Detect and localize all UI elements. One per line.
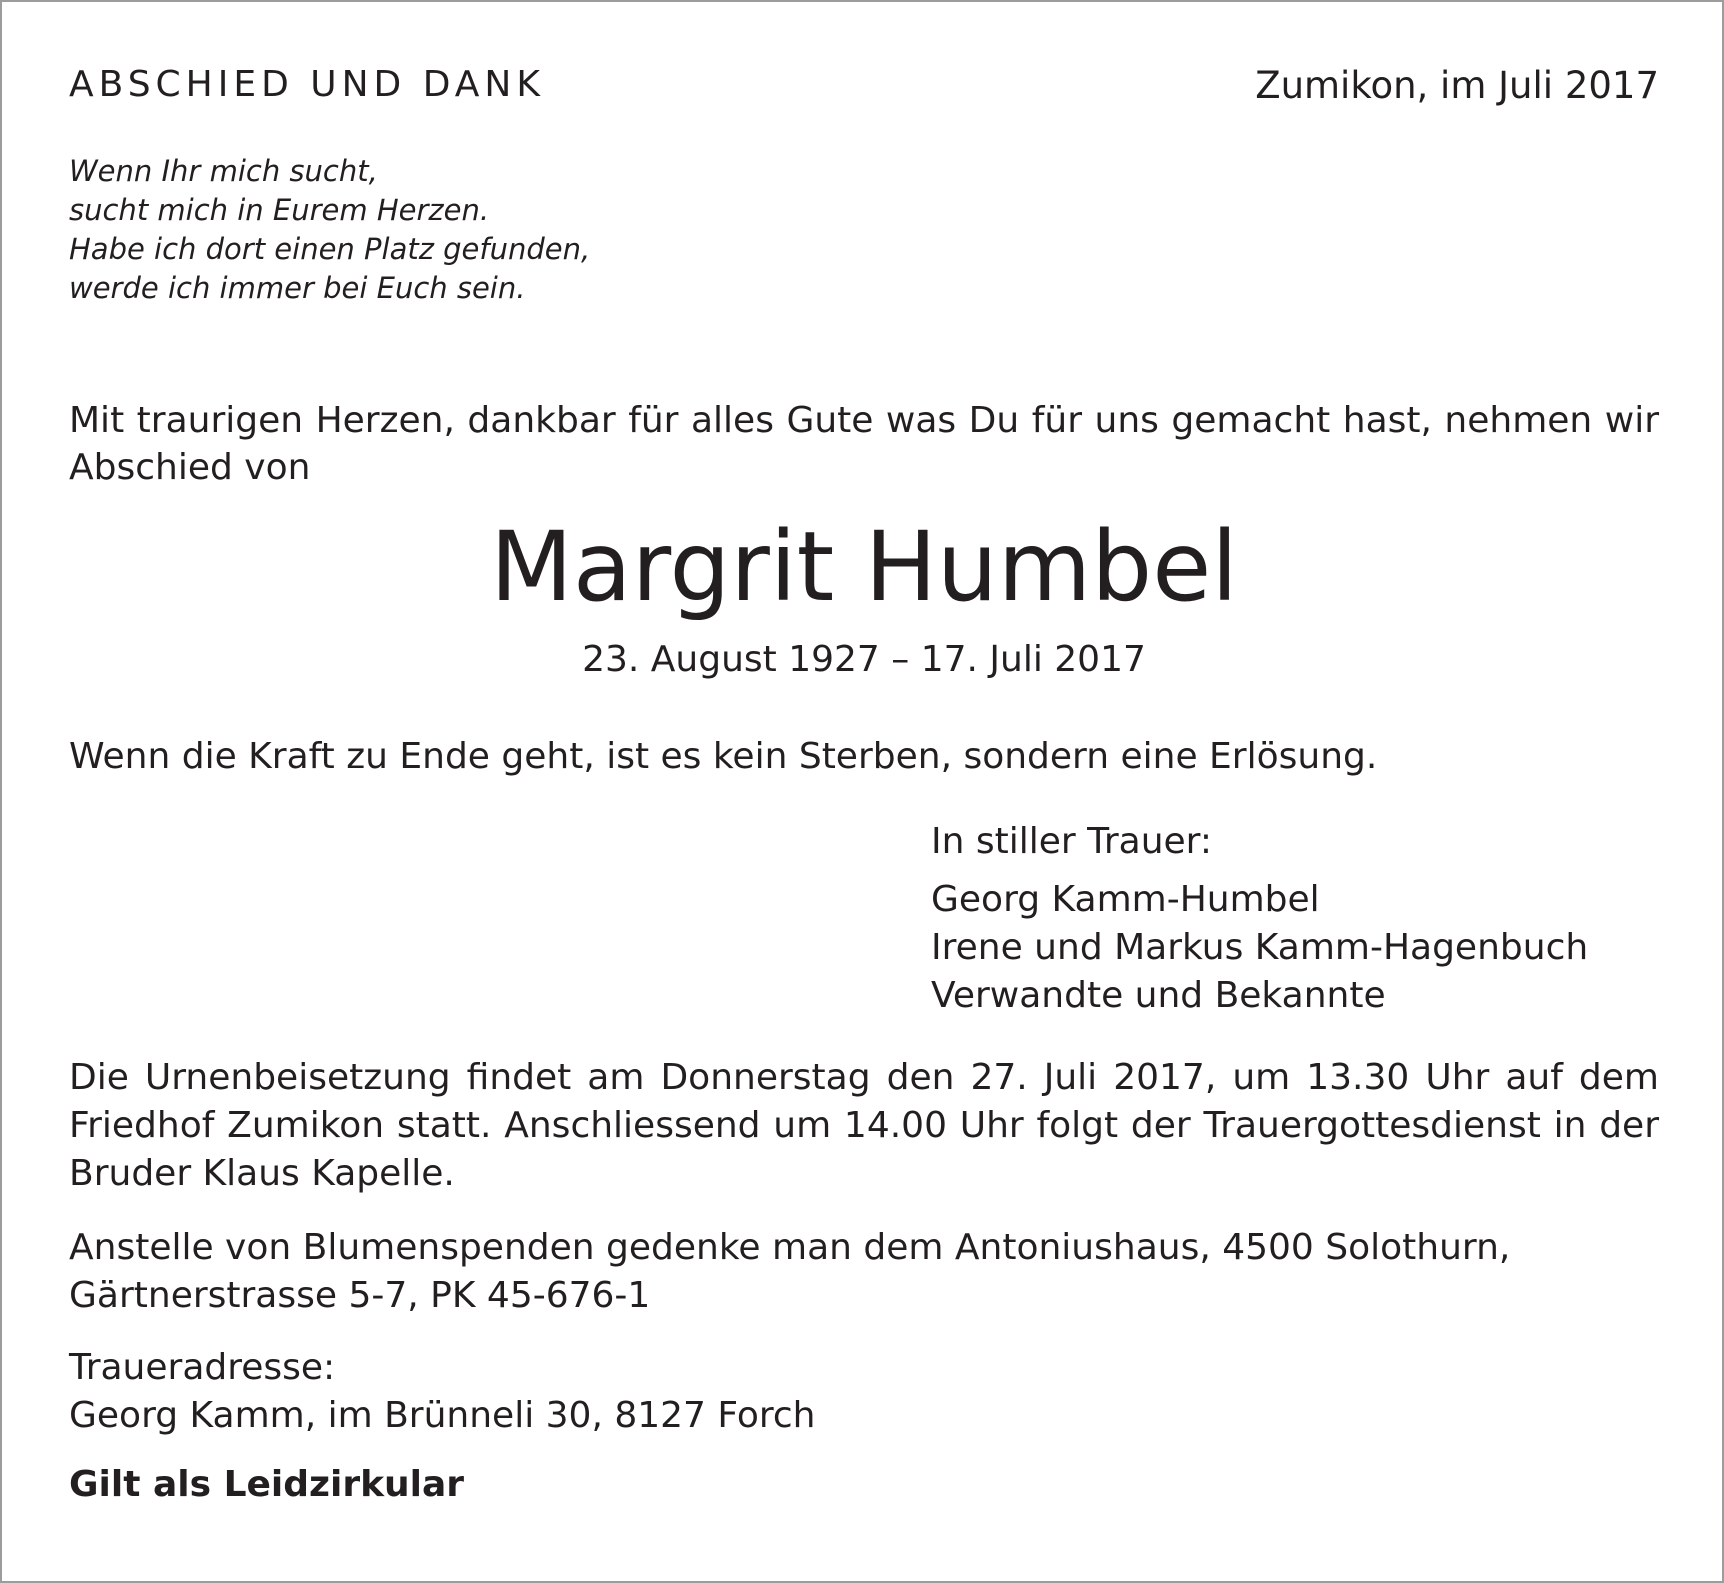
mourning-address: [69, 1344, 1659, 1440]
poem-line: Habe ich dort einen Platz gefunden,: [69, 232, 591, 266]
poem-line: Wenn Ihr mich sucht,: [69, 154, 378, 188]
life-dates: 23. August 1927 – 17. Juli 2017: [582, 639, 1146, 680]
donation-note: [69, 1224, 1659, 1320]
circular-note: Gilt als Leidzirkular: [69, 1464, 465, 1505]
mourner-name: Verwandte und Bekannte: [931, 975, 1386, 1016]
donation-line: Anstelle von Blumenspenden gedenke man dem Antoniushaus, 4500 Solothurn,: [69, 1227, 1511, 1268]
place-and-date: Zumikon, im Juli 2017: [1255, 64, 1659, 107]
notice-content: [69, 2, 1659, 1581]
funeral-details: Die Urnenbeisetzung findet am Donnerstag den 27. Juli 2017, um 13.30 Uhr auf dem Friedhof Zumikon statt. Anschliessend um 14.00 Uhr folgt der Trauergottesdienst in der Bruder Klaus Kapelle.: [69, 1057, 1659, 1194]
mourner-name: Georg Kamm-Humbel: [931, 879, 1320, 920]
notice-heading: ABSCHIED UND DANK: [69, 64, 545, 105]
mourners-label: In stiller Trauer:: [931, 821, 1212, 862]
donation-line: Gärtnerstrasse 5-7, PK 45-676-1: [69, 1275, 651, 1316]
poem-line: werde ich immer bei Euch sein.: [69, 271, 526, 305]
poem: [69, 152, 590, 308]
deceased-name: Margrit Humbel: [490, 511, 1238, 623]
mourning-address-label: Traueradresse:: [69, 1347, 336, 1388]
saying-text: Wenn die Kraft zu Ende geht, ist es kein Sterben, sondern eine Erlösung.: [69, 736, 1378, 777]
mourner-name: Irene und Markus Kamm-Hagenbuch: [931, 927, 1589, 968]
intro-text: Mit traurigen Herzen, dankbar für alles Gute was Du für uns gemacht hast, nehmen wir Abschied von: [69, 400, 1659, 488]
poem-line: sucht mich in Eurem Herzen.: [69, 193, 490, 227]
mourners-block: [931, 818, 1588, 1020]
mourning-address-text: Georg Kamm, im Brünneli 30, 8127 Forch: [69, 1395, 816, 1436]
